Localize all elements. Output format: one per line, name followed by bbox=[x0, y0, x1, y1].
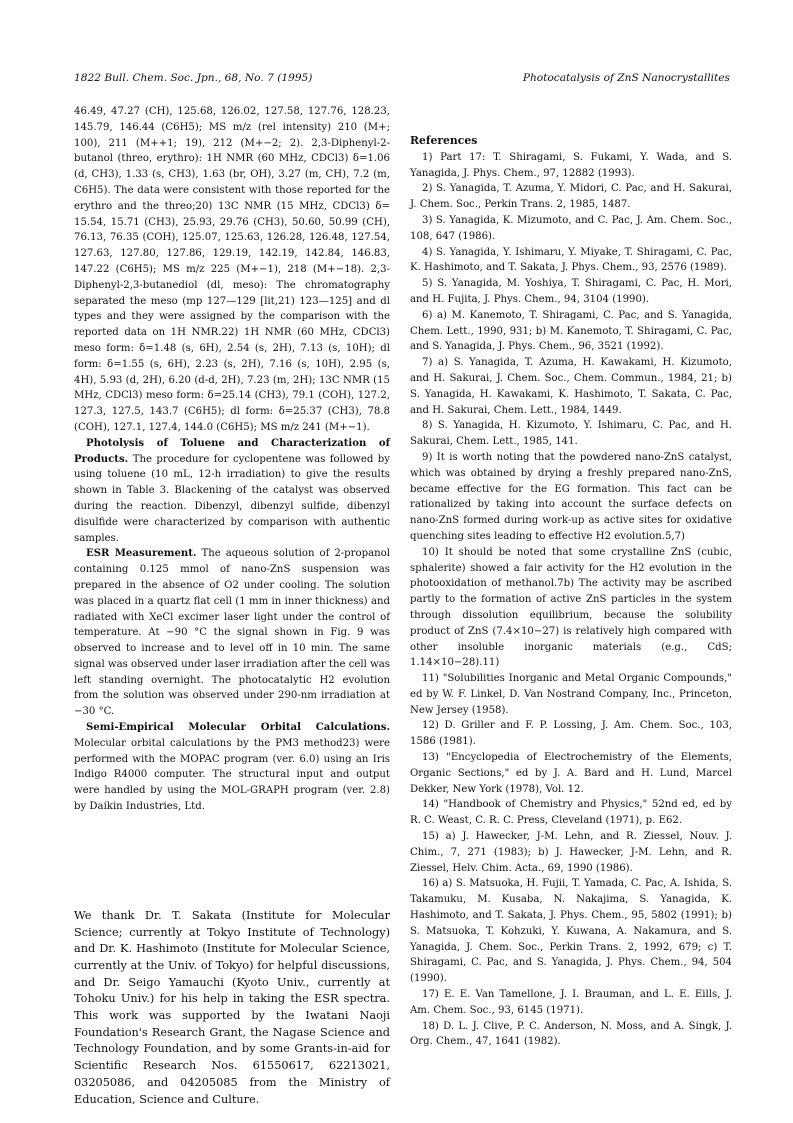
reference-item: 3) S. Yanagida, K. Mizumoto, and C. Pac, J. Am. Chem. Soc., 108, 647 (1986). bbox=[410, 214, 732, 242]
toluene-photolysis-paragraph bbox=[74, 436, 390, 547]
references-column bbox=[410, 133, 732, 1050]
reference-item: 2) S. Yanagida, T. Azuma, Y. Midori, C. Pac, and H. Sakurai, J. Chem. Soc., Perkin Trans. 2, 1985, 1487. bbox=[410, 183, 732, 211]
nmr-data-paragraph: 46.49, 47.27 (CH), 125.68, 126.02, 127.58, 127.76, 128.23, 145.79, 146.44 (C6H5); MS m/z (rel intensity) 210 (M+; 100), 211 (M++1; 19), 212 (M+−2; 2). 2,3-Diphenyl-2-butanol (threo, erythro): 1H NMR (60 MHz, CDCl3) δ=1.06 (d, CH3), 1.33 (s, CH3), 1.63 (br, OH), 3.27 (m, CH), 7.2 (m, C6H5). The data were consistent with those reported for the erythro and the threo;20) 13C NMR (15 MHz, CDCl3) δ= 15.54, 15.71 (CH3), 25.93, 29.76 (CH3), 50.60, 50.99 (CH), 76.13, 76.35 (COH), 125.07, 125.63, 126.28, 126.48, 127.54, 127.63, 127.80, 127.86, 129.19, 142.19, 142.84, 146.83, 147.22 (C6H5); MS m/z 225 (M+−1), 218 (M+−18). 2,3-Diphenyl-2,3-butanediol (dl, meso): The chromatography separated the meso (mp 127—129 [lit,21) 123—125] and dl types and they were assigned by the comparison with the reported data on 1H NMR.22) 1H NMR (60 MHz, CDCl3) meso form: δ=1.48 (s, 6H), 2.54 (s, 2H), 7.13 (s, 10H); dl form: δ=1.55 (s, 6H), 2.23 (s, 2H), 7.16 (s, 10H), 2.95 (s, 4H), 5.93 (d, 2H), 6.20 (d-d, 2H), 7.23 (m, 2H); 13C NMR (15 MHz, CDCl3) meso form: δ=25.14 (CH3), 79.1 (COH), 127.2, 127.3, 127.5, 143.7 (C6H5); dl form: δ=25.37 (CH3), 78.8 (COH), 127.1, 127.4, 144.0 (C6H5); MS m/z 241 (M+−1). bbox=[74, 106, 390, 433]
reference-item: 14) "Handbook of Chemistry and Physics," 52nd ed, ed by R. C. Weast, C. R. C. Press, Cleveland (1971), p. E62. bbox=[410, 799, 732, 827]
running-header bbox=[74, 72, 730, 88]
reference-item: 8) S. Yanagida, H. Kizumoto, Y. Ishimaru, C. Pac, and H. Sakurai, Chem. Lett., 1985, 141. bbox=[410, 420, 732, 448]
reference-item: 12) D. Griller and F. P. Lossing, J. Am. Chem. Soc., 103, 1586 (1981). bbox=[410, 720, 732, 748]
photolysis-body: The procedure for cyclopentene was followed by using toluene (10 mL, 12-h irradiation) to give the results shown in Table 3. Blackening of the catalyst was observed during the reaction. Dibenzyl, dibenzyl sulfide, dibenzyl disulfide were characterized by comparison with authentic samples. bbox=[74, 453, 390, 544]
reference-item: 4) S. Yanagida, Y. Ishimaru, Y. Miyake, T. Shiragami, C. Pac, K. Hashimoto, and T. Sakata, J. Phys. Chem., 93, 2576 (1989). bbox=[410, 246, 732, 274]
header-citation: 1822 Bull. Chem. Soc. Jpn., 68, No. 7 (1995) bbox=[74, 72, 313, 84]
section-heading-esr: ESR Measurement. bbox=[86, 547, 197, 560]
acknowledgement-paragraph: We thank Dr. T. Sakata (Institute for Molecular Science; currently at Tokyo Institute of Technology) and Dr. K. Hashimoto (Institute for Molecular Science, currently at the Univ. of Tokyo) for helpful discussions, and Dr. Seigo Yamauchi (Kyoto Univ., currently at Tohoku Univ.) for his help in taking the ESR spectra. This work was supported by the Iwatani Naoji Foundation's Research Grant, the Nagase Science and Technology Foundation, and by some Grants-in-aid for Scientific Research Nos. 61550617, 62213021, 03205086, and 04205085 from the Ministry of Education, Science and Culture. bbox=[74, 908, 390, 1106]
references-heading: References bbox=[410, 134, 478, 147]
reference-item: 15) a) J. Hawecker, J-M. Lehn, and R. Ziessel, Nouv. J. Chim., 7, 271 (1983); b) J. Hawecker, J-M. Lehn, and R. Ziessel, Helv. Chim. Acta., 69, 1990 (1986). bbox=[410, 831, 732, 874]
reference-item: 18) D. L. J. Clive, P. C. Anderson, N. Moss, and A. Singk, J. Org. Chem., 47, 1641 (1982). bbox=[410, 1020, 732, 1048]
reference-item: 7) a) S. Yanagida, T. Azuma, H. Kawakami, H. Kizumoto, and H. Sakurai, J. Chem. Soc., Chem. Commun., 1984, 21; b) S. Yanagida, H. Kawakami, K. Hashimoto, T. Sakata, C. Pac, and H. Sakurai, Chem. Lett., 1984, 1449. bbox=[410, 357, 732, 416]
reference-item: 9) It is worth noting that the powdered nano-ZnS catalyst, which was obtained by drying a freshly prepared nano-ZnS, became effective for the EG formation. This fact can be rationalized by taking into account the surface defects on nano-ZnS formed during work-up as active sites for oxidative quenching sites leading to effective H2 evolution.5,7) bbox=[410, 451, 732, 542]
esr-body: The aqueous solution of 2-propanol containing 0.125 mmol of nano-ZnS suspension was prepared in the absence of O2 under cooling. The solution was placed in a quartz flat cell (1 mm in inner thickness) and radiated with XeCl excimer laser light under the control of temperature. At −90 °C the signal shown in Fig. 9 was observed to increase and to level off in 10 min. The same signal was observed under laser irradiation after the cell was left standing overnight. The photocatalytic H2 evolution from the solution was observed under 290-nm irradiation at −30 °C. bbox=[74, 548, 390, 718]
reference-item: 1) Part 17: T. Shiragami, S. Fukami, Y. Wada, and S. Yanagida, J. Phys. Chem., 97, 12882 (1993). bbox=[410, 151, 732, 179]
header-title: Photocatalysis of ZnS Nanocrystallites bbox=[522, 72, 730, 84]
reference-item: 16) a) S. Matsuoka, H. Fujii, T. Yamada, C. Pac, A. Ishida, S. Takamuku, M. Kusaba, N. Nakajima, S. Yanagida, K. Hashimoto, and T. Sakata, J. Phys. Chem., 95, 5802 (1991); b) S. Matsuoka, T. Kohzuki, Y. Kuwana, A. Nakamura, and S. Yanagida, J. Chem. Soc., Perkin Trans. 2, 1992, 679; c) T. Shiragami, C. Pac, and S. Yanagida, J. Phys. Chem., 94, 504 (1990). bbox=[410, 878, 732, 985]
left-column bbox=[74, 104, 390, 1108]
mo-body: Molecular orbital calculations by the PM3 method23) were performed with the MOPAC program (ver. 6.0) using an Iris Indigo R4000 computer. The structural input and output were handled by using the MOL-GRAPH program (ver. 2.8) by Daikin Industries, Ltd. bbox=[74, 737, 390, 813]
section-heading-mo: Semi-Empirical Molecular Orbital Calculations. bbox=[86, 721, 390, 734]
reference-item: 17) E. E. Van Tamellone, J. I. Brauman, and L. E. Eills, J. Am. Chem. Soc., 93, 6145 (1971). bbox=[410, 989, 732, 1016]
reference-item: 11) "Solubilities Inorganic and Metal Organic Compounds," ed by W. F. Linkel, D. Van Nostrand Company, Inc., Princeton, New Jersey (1958). bbox=[410, 673, 732, 716]
reference-item: 6) a) M. Kanemoto, T. Shiragami, C. Pac, and S. Yanagida, Chem. Lett., 1990, 931; b) M. Kanemoto, T. Shiragami, C. Pac, and S. Yanagida, J. Phys. Chem., 96, 3521 (1992). bbox=[410, 309, 732, 353]
mo-calculation-paragraph bbox=[74, 720, 390, 815]
reference-item: 13) "Encyclopedia of Electrochemistry of the Elements, Organic Sections," ed by J. A. Bard and H. Lund, Marcel Dekker, New York (1978), Vol. 12. bbox=[410, 752, 732, 795]
reference-item: 5) S. Yanagida, M. Yoshiya, T. Shiragami, C. Pac, H. Mori, and H. Fujita, J. Phys. Chem., 94, 3104 (1990). bbox=[410, 278, 732, 305]
section-heading-photolysis: Photolysis of Toluene and Characterization of Products. bbox=[74, 436, 390, 465]
esr-paragraph bbox=[74, 546, 390, 720]
reference-item: 10) It should be noted that some crystalline ZnS (cubic, sphalerite) showed a fair activity for the H2 evolution in the photooxidation of methanol.7b) The activity may be ascribed partly to the formation of active ZnS particles in the system through dissolution equilibrium, because the solubility product of ZnS (7.4×10−27) is relatively high compared with other insoluble inorganic materials (e.g., CdS; 1.14×10−28).11) bbox=[410, 546, 732, 669]
